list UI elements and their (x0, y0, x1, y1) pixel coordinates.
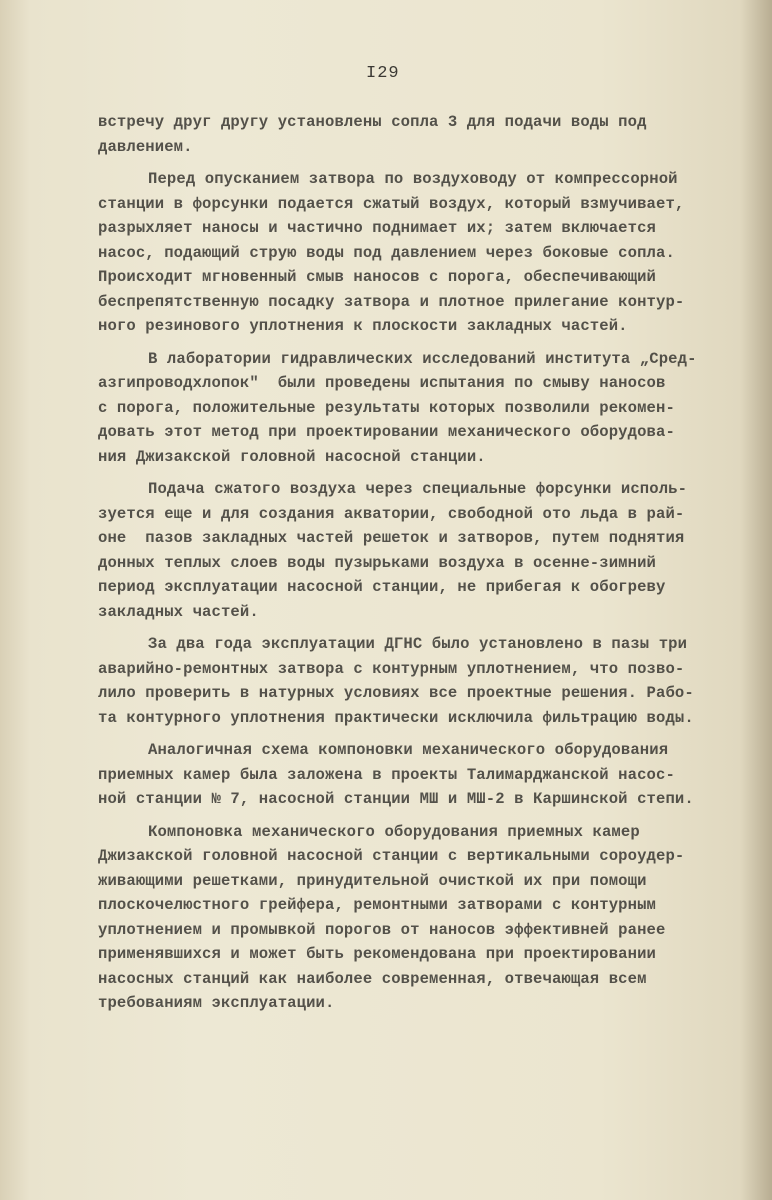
text-line: Перед опусканием затвора по воздуховоду от компрессорной (148, 170, 678, 188)
text-line: В лаборатории гидравлических исследований института „Сред- (148, 349, 697, 368)
paragraph (98, 632, 738, 730)
paragraph (98, 347, 738, 470)
text-line: уплотнением и промывкой порогов от наносов эффективней ранее (98, 920, 666, 939)
text-line: Джизакской головной насосной станции с вертикальными сороудер- (98, 847, 685, 865)
text-line: насосных станций как наиболее современная, отвечающая всем (98, 969, 647, 988)
text-line: разрыхляет наносы и частично поднимает их; затем включается (98, 219, 657, 237)
text-line: лило проверить в натурных условиях все проектные решения. Рабо- (98, 684, 694, 702)
paragraph (98, 477, 738, 624)
text-line: период эксплуатации насосной станции, не прибегая к обогреву (98, 578, 666, 596)
text-line: азгипроводхлопок" были проведены испытания по смыву наносов (98, 374, 666, 392)
text-line: ного резинового уплотнения к плоскости закладных частей. (98, 317, 628, 335)
text-line: приемных камер была заложена в проекты Талимарджанской насос- (98, 765, 675, 784)
text-line: плоскочелюстного грейфера, ремонтными затворами с контурным (98, 896, 657, 914)
paragraph (98, 110, 738, 159)
text-line: насос, подающий струю воды под давлением через боковые сопла. (98, 243, 675, 262)
text-line: живающими решетками, принудительной очисткой их при помощи (98, 871, 647, 890)
text-line: ния Джизакской головной насосной станции. (98, 447, 486, 466)
text-line: давлением. (98, 137, 193, 156)
text-line: зуется еще и для создания акватории, свободной ото льда в рай- (98, 504, 685, 523)
page-number: I29 (366, 64, 400, 83)
text-line: встречу друг другу установлены сопла 3 для подачи воды под (98, 113, 647, 131)
text-line: ной станции № 7, насосной станции МШ и МШ-2 в Каршинской степи. (98, 790, 694, 808)
document-body (98, 110, 738, 1016)
text-line: донных теплых слоев воды пузырьками воздуха в осенне-зимний (98, 553, 657, 572)
text-line: Аналогичная схема компоновки механического оборудования (148, 741, 669, 759)
text-line: беспрепятственную посадку затвора и плотное прилегание контур- (98, 292, 685, 311)
paragraph (98, 738, 738, 812)
text-line: оне пазов закладных частей решеток и затворов, путем поднятия (98, 529, 685, 547)
text-line: применявшихся и может быть рекомендована при проектировании (98, 945, 657, 963)
text-line: та контурного уплотнения практически исключила фильтрацию воды. (98, 708, 694, 727)
text-line: Компоновка механического оборудования приемных камер (148, 822, 640, 841)
text-line: За два года эксплуатации ДГНС было установлено в пазы три (148, 635, 688, 653)
paragraph (98, 820, 738, 1016)
text-line: Происходит мгновенный смыв наносов с порога, обеспечивающий (98, 268, 657, 286)
text-line: закладных частей. (98, 602, 259, 621)
text-line: с порога, положительные результаты которых позволили рекомен- (98, 398, 675, 417)
text-line: требованиям эксплуатации. (98, 994, 335, 1012)
text-line: станции в форсунки подается сжатый воздух, который взмучивает, (98, 194, 685, 213)
text-line: Подача сжатого воздуха через специальные форсунки исполь- (148, 480, 688, 498)
text-line: довать этот метод при проектировании механического оборудова- (98, 423, 675, 441)
text-line: аварийно-ремонтных затвора с контурным уплотнением, что позво- (98, 659, 685, 678)
paragraph (98, 167, 738, 339)
